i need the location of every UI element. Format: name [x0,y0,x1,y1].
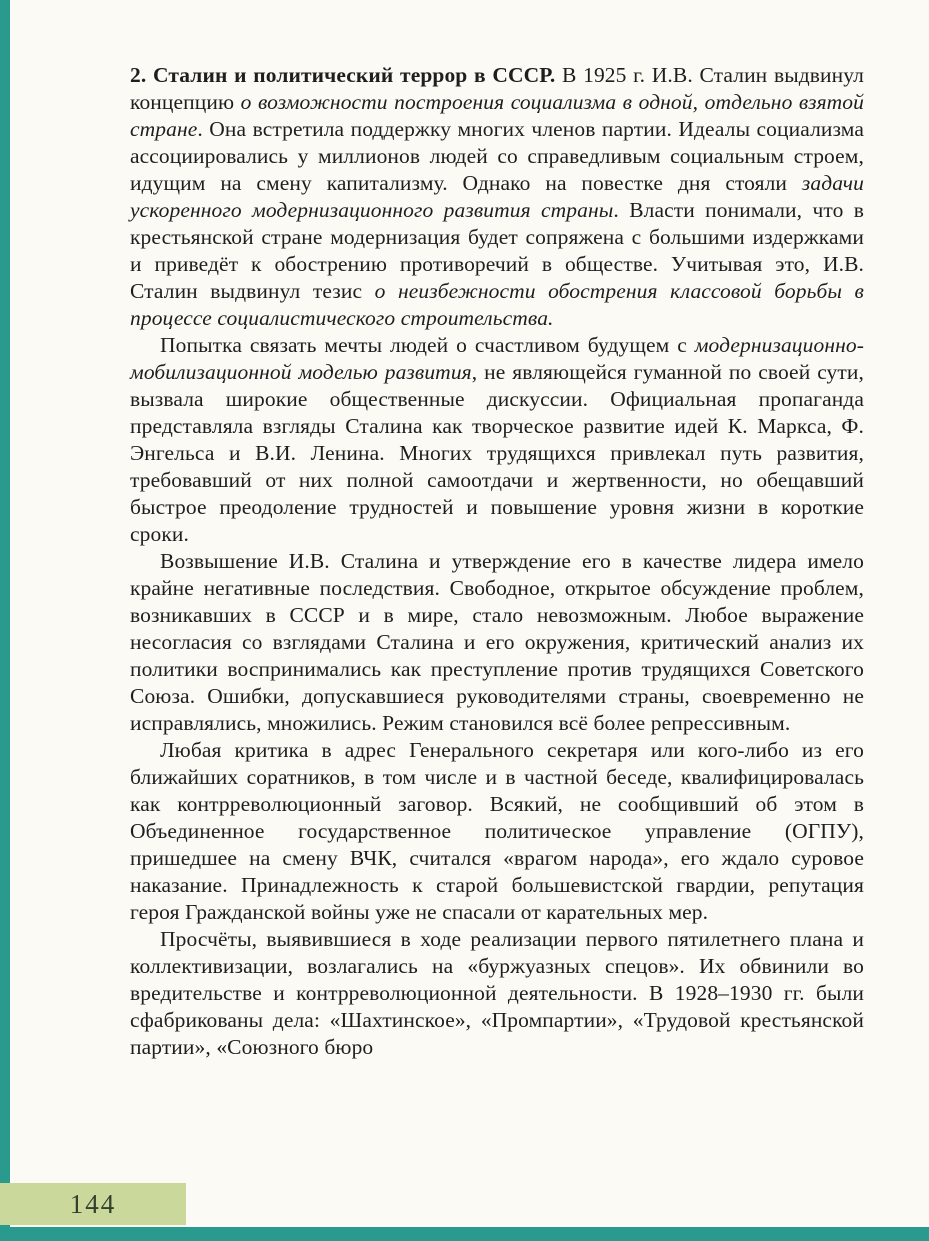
text-block [130,62,864,1061]
text-segment: Просчёты, выявившиеся в ходе реализации первого пятилетнего плана и коллективизации, возлагались на «буржуазных спецов». Их обвинили во вредительстве и контрреволюционной деятельности. В 1928–1930 гг. были сфабрикованы дела: «Шахтинское», «Промпартии», «Трудовой крестьянской партии», «Союзного бюро [130,927,864,1059]
text-segment: Возвышение И.В. Сталина и утверждение его в качестве лидера имело крайне негативные последствия. Свободное, открытое обсуждение проблем, возникавших в СССР и в мире, стало невозможным. Любое выражение несогласия со взглядами Сталина и его окружения, критический анализ их политики воспринимались как преступление против трудящихся Советского Союза. Ошибки, допускавшиеся руководителями страны, своевременно не исправлялись, множились. Режим становился всё более репрессивным. [130,549,864,735]
text-segment: В 1925 г. И.В. Сталин выдвинул концепцию [130,63,864,114]
text-segment: , не являющейся гуманной по своей сути, вызвала широкие общественные дискуссии. Официальная пропаганда представляла взгляды Сталина как творческое развитие идей К. Маркса, Ф. Энгельса и В.И. Ленина. Многих трудящихся привлекал путь развития, требовавший от них полной самоотдачи и жертвенности, но обещавший быстрое преодоление трудностей и повышение уровня жизни в короткие сроки. [130,360,864,546]
text-segment: 2. Сталин и политический террор в СССР. [130,63,562,87]
text-segment: о неизбежности обострения классовой борьбы в процессе социалистического строительства. [130,279,864,330]
text-segment: задачи ускоренного модернизационного развития страны [130,171,864,222]
paragraph [130,926,864,1061]
page-number: 144 [69,1188,117,1219]
bottom-edge-strip [0,1227,929,1241]
text-segment: . Власти понимали, что в крестьянской стране модернизация будет сопряжена с большими издержками и приведёт к обострению противоречий в обществе. Учитывая это, И.В. Сталин выдвинул тезис [130,198,864,303]
paragraph [130,332,864,548]
paragraph [130,737,864,926]
text-segment: Любая критика в адрес Генерального секретаря или кого-либо из его ближайших соратников, в том числе и в частной беседе, квалифицировалась как контрреволюционный заговор. Всякий, не сообщивший об этом в Объединенное государственное политическое управление (ОГПУ), пришедшее на смену ВЧК, считался «врагом народа», его ждало суровое наказание. Принадлежность к старой большевистской гвардии, репутация героя Гражданской войны уже не спасали от карательных мер. [130,738,864,924]
text-segment: модернизационно-мобилизационной моделью развития [130,333,864,384]
page-number-box [0,1183,186,1225]
left-edge-strip [0,0,10,1241]
text-segment: . Она встретила поддержку многих членов партии. Идеалы социализма ассоциировались у миллионов людей со справедливым социальным строем, идущим на смену капитализму. Однако на повестке дня стояли [130,117,864,195]
text-segment: о возможности построения социализма в одной, отдельно взятой стране [130,90,864,141]
paragraph [130,62,864,332]
paragraph [130,548,864,737]
text-segment: Попытка связать мечты людей о счастливом будущем с [160,333,695,357]
